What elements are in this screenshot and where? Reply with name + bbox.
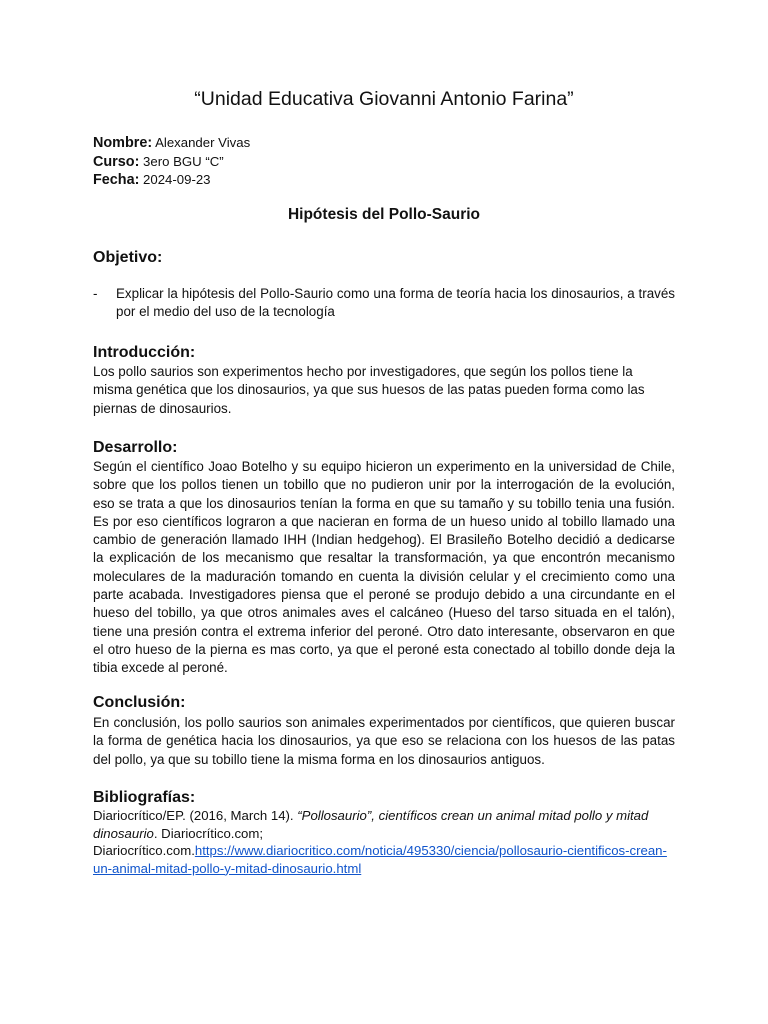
objetivo-heading: Objetivo: xyxy=(93,249,163,266)
course-label: Curso: xyxy=(93,153,140,170)
course-value: 3ero BGU “C” xyxy=(139,153,224,169)
reference-url-line xyxy=(93,842,675,877)
name-line xyxy=(93,134,250,153)
name-label: Nombre: xyxy=(93,135,153,151)
school-name: “Unidad Educativa Giovanni Antonio Farina” xyxy=(194,88,574,110)
reference-title: , científicos crean un animal mitad pollo y mitad dinosaurio xyxy=(93,808,649,841)
introduccion-text: Los pollo saurios son experimentos hecho por investigadores, que según los pollos tiene la misma genética que los dinosaurios, ya que sus huesos de las patas pueden forma como las piernas de dinosaurios. xyxy=(93,364,645,416)
objetivo-text: Explicar la hipótesis del Pollo-Saurio como una forma de teoría hacia los dinosaurios, a través por el medio del uso de la tecnología xyxy=(116,286,675,320)
date-label: Fecha: xyxy=(93,172,140,188)
introduccion-heading: Introducción: xyxy=(93,344,196,361)
reference-title-quoted: “Pollosaurio” xyxy=(297,808,372,823)
name-value: Alexander Vivas xyxy=(152,135,251,150)
document-title: Hipótesis del Pollo-Saurio xyxy=(287,206,481,223)
bibliography-entry xyxy=(93,807,675,877)
document-page xyxy=(93,0,675,1024)
bullet-dash: - xyxy=(93,286,98,301)
date-line xyxy=(93,171,250,190)
bibliografias-heading: Bibliografías: xyxy=(93,789,196,806)
reference-prefix: Diariocrítico/EP. (2016, March 14). xyxy=(93,808,298,823)
conclusion-text: En conclusión, los pollo saurios son animales experimentados por científicos, que quieren buscar la forma de genética hacia los dinosaurios, ya que eso se relaciona con los huesos de las patas del pollo, ya que su tobillo tiene la misma forma en los dinosaurios antiguos. xyxy=(93,715,675,767)
objetivo-bullet xyxy=(93,285,675,322)
desarrollo-heading: Desarrollo: xyxy=(93,439,178,456)
reference-source: . Diariocrítico.com; xyxy=(153,825,264,841)
conclusion-heading: Conclusión: xyxy=(93,694,186,711)
course-line xyxy=(93,153,250,172)
desarrollo-text: Según el científico Joao Botelho y su equipo hicieron un experimento en la universidad de Chile, sobre que los pollos tienen un tobillo que no pudieron unir por la interrogación de la evolución, eso se trata a que los dinosaurios tenían la forma en que su tamaño y su tobillo tenia una fusión. Es por eso científicos lograron a que nacieran en forma de un hueso unido al tobillo llamado una cambio de generación llamado IHH (Indian hedgehog). El Brasileño Botelho decidió a dedicarse la explicación de los mecanismo que resaltar la transformación, ya que encontrón mecanismo moleculares de la maduración tomando en cuenta la división celular y el crecimiento como una parte acabada. Investigadores piensa que el peroné se produjo debido a una circundante en el hueso del tobillo, ya que otros animales aves el calcáneo (Hueso del tarso situada en el talón), tiene una presión contra el extrema inferior del peroné. Otro dato interesante, observaron en que el otro hueso de la pierna es mas corto, ya que el peroné esta conectado al tobillo donde deja la tibia excede al peroné. xyxy=(93,459,675,676)
date-value: 2024-09-23 xyxy=(139,172,211,187)
reference-link[interactable]: https://www.diariocritico.com/noticia/495330/ciencia/pollosaurio-cientificos-crean-un-animal-mitad-pollo-y-mitad-dinosaurio.html xyxy=(93,843,667,876)
reference-site: Diariocrítico.com. xyxy=(93,843,195,858)
student-info xyxy=(93,134,250,190)
reference-line xyxy=(93,807,675,842)
